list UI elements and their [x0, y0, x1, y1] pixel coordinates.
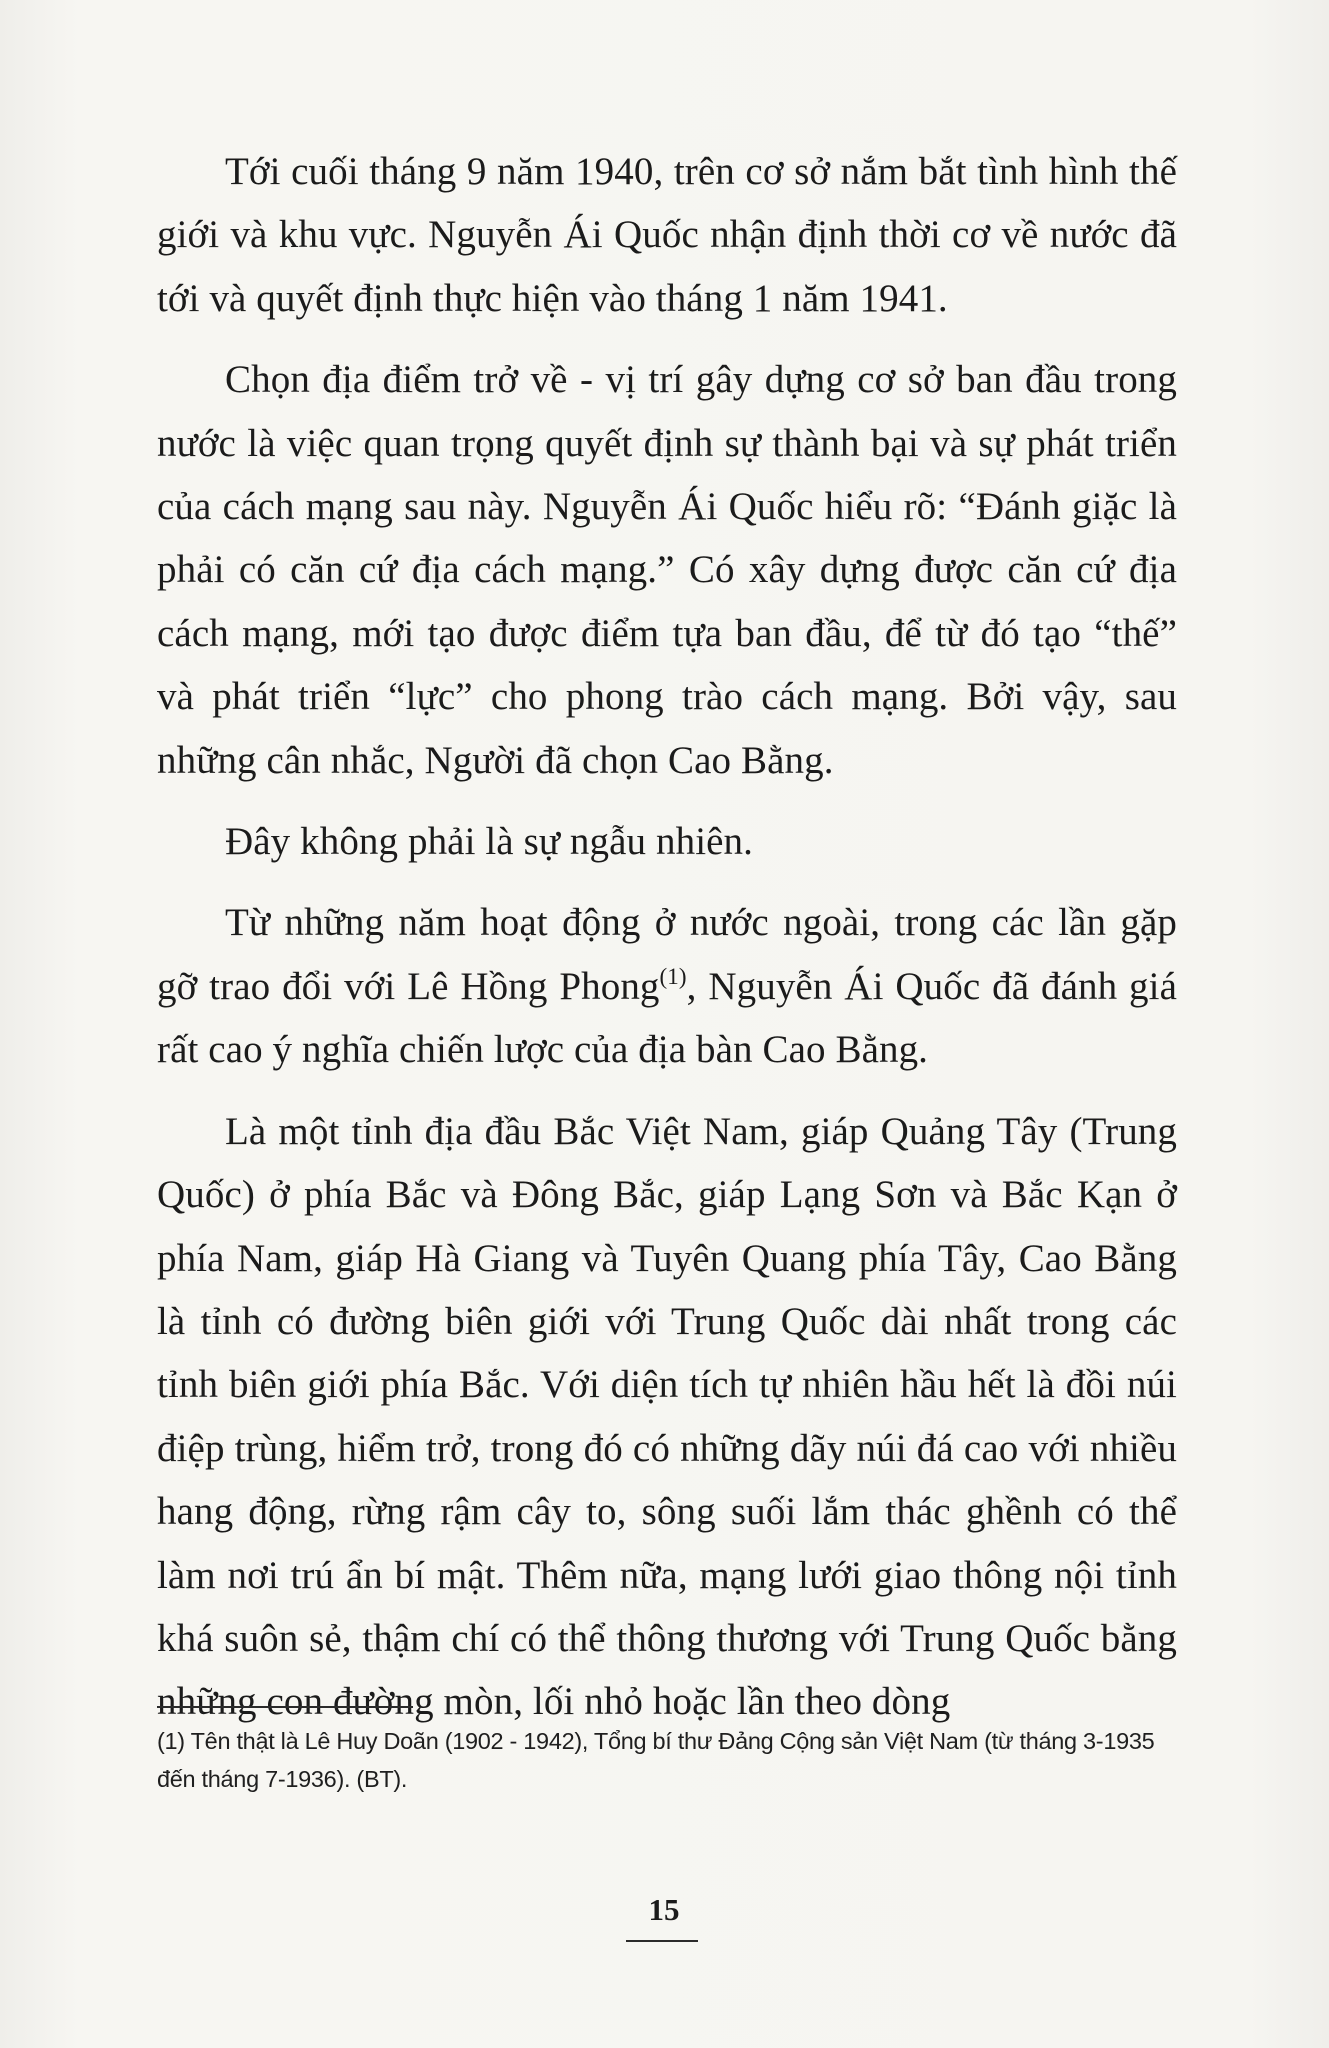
- paragraph-2: Chọn địa điểm trở về - vị trí gây dựng cơ sở ban đầu trong nước là việc quan trọng quyết định sự thành bại và sự phát triển của cách mạng sau này. Nguyễn Ái Quốc hiểu rõ: “Đánh giặc là phải có căn cứ địa cách mạng.” Có xây dựng được căn cứ địa cách mạng, mới tạo được điểm tựa ban đầu, để từ đó tạo “thế” và phát triển “lực” cho phong trào cách mạng. Bởi vậy, sau những cân nhắc, Người đã chọn Cao Bằng.: [157, 358, 1177, 782]
- paragraph-3: Đây không phải là sự ngẫu nhiên.: [225, 820, 753, 864]
- footnote-reference: (1): [659, 963, 687, 989]
- paragraph-4-text-end: , Nguyễn Ái Quốc đã đánh giá rất cao ý nghĩa chiến lược của địa bàn Cao Bằng.: [157, 964, 1177, 1072]
- page-number-underline: [626, 1940, 698, 1942]
- footnote-divider: [157, 1706, 413, 1708]
- paragraph-4: [157, 891, 1177, 1081]
- paragraph-4-text-start: Từ những năm hoạt động ở nước ngoài, trong các lần gặp gỡ trao đổi với Lê Hồng Phong: [157, 901, 1177, 1008]
- footnote: (1) Tên thật là Lê Huy Doãn (1902 - 1942), Tổng bí thư Đảng Cộng sản Việt Nam (từ tháng 3-1935 đến tháng 7-1936). (BT).: [157, 1728, 1155, 1792]
- main-text-block: [157, 140, 1177, 1752]
- page-number: 15: [648, 1892, 680, 1927]
- paragraph-5: Là một tỉnh địa đầu Bắc Việt Nam, giáp Quảng Tây (Trung Quốc) ở phía Bắc và Đông Bắc, giáp Lạng Sơn và Bắc Kạn ở phía Nam, giáp Hà Giang và Tuyên Quang phía Tây, Cao Bằng là tỉnh có đường biên giới với Trung Quốc dài nhất trong các tỉnh biên giới phía Bắc. Với diện tích tự nhiên hầu hết là đồi núi điệp trùng, hiểm trở, trong đó có những dãy núi đá cao với nhiều hang động, rừng rậm cây to, sông suối lắm thác ghềnh có thể làm nơi trú ẩn bí mật. Thêm nữa, mạng lưới giao thông nội tỉnh khá suôn sẻ, thậm chí có thể thông thương với Trung Quốc bằng những con đường mòn, lối nhỏ hoặc lần theo dòng: [157, 1109, 1177, 1724]
- paragraph-1: Tới cuối tháng 9 năm 1940, trên cơ sở nắm bắt tình hình thế giới và khu vực. Nguyễn Ái Quốc nhận định thời cơ về nước đã tới và quyết định thực hiện vào tháng 1 năm 1941.: [157, 150, 1177, 320]
